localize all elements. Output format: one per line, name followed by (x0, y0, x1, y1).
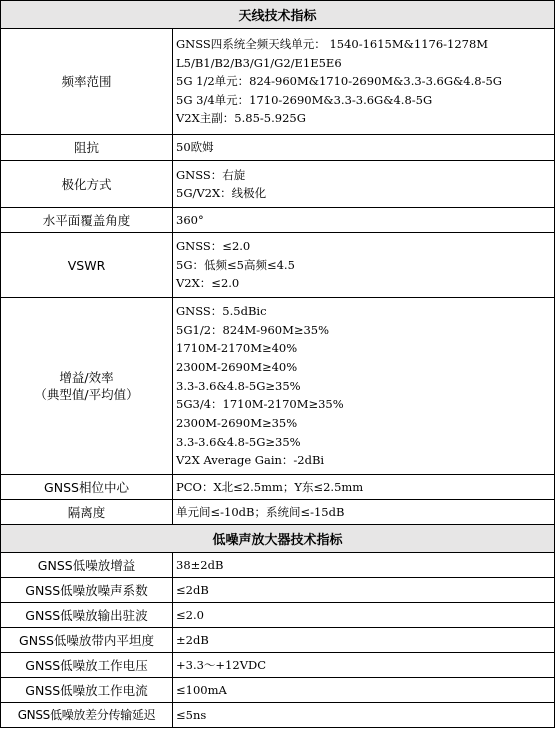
spec-value-coverage (173, 208, 555, 233)
spec-value-line: GNSS：≤2.0 (176, 239, 251, 254)
spec-value-line: V2X：≤2.0 (176, 276, 240, 291)
spec-label-text: 极化方式 (61, 176, 112, 192)
spec-value-line: 5G 3/4单元：1710-2690M&3.3-3.6G&4.8-5G (176, 92, 433, 107)
spec-value-line: 单元间≤-10dB；系统间≤-15dB (176, 504, 345, 519)
spec-label-frequency (1, 29, 173, 135)
spec-value-frequency (173, 29, 555, 135)
spec-row-lna-gain (1, 553, 555, 578)
antenna-section-title: 天线技术指标 (1, 1, 555, 29)
spec-row-coverage (1, 208, 555, 233)
spec-value-line: V2X主副：5.85-5.925G (176, 111, 306, 126)
spec-value-line: GNSS：5.5dBic (176, 303, 267, 318)
spec-label-text: GNSS低噪放工作电压 (25, 657, 148, 673)
spec-value-line: 38±2dB (176, 557, 224, 572)
spec-label-lna-noise (1, 578, 173, 603)
spec-value-line: 5G/V2X：线极化 (176, 186, 267, 200)
spec-label-text: GNSS低噪放输出驻波 (25, 607, 148, 623)
spec-value-line: 5G：低频≤5高频≤4.5 (176, 257, 295, 272)
spec-value-impedance (173, 135, 555, 161)
spec-label-impedance (1, 135, 173, 161)
spec-value-line: 2300M-2690M≥40% (176, 359, 298, 374)
spec-label-text: 隔离度 (67, 504, 106, 520)
spec-row-polarization (1, 161, 555, 208)
spec-value-line: 1710M-2170M≥40% (176, 341, 298, 356)
spec-label-isolation (1, 500, 173, 525)
spec-label-text: 阻抗 (73, 140, 99, 155)
spec-label-lna-gain (1, 553, 173, 578)
spec-value-line: 360° (176, 212, 204, 227)
spec-value-line: 50欧姆 (176, 140, 214, 155)
spec-value-line: ≤100mA (176, 682, 227, 697)
spec-value-line: ≤5ns (176, 707, 207, 722)
spec-value-lna-vswr (173, 603, 555, 628)
spec-label-lna-flatness (1, 628, 173, 653)
spec-value-vswr (173, 233, 555, 298)
spec-label-text: GNSS低噪放差分传输延迟 (17, 707, 156, 722)
spec-label-text: 水平面覆盖角度 (42, 212, 131, 228)
spec-row-vswr (1, 233, 555, 298)
spec-label-text: 增益/效率 (59, 370, 114, 385)
spec-value-line: ≤2dB (176, 582, 209, 597)
lna-section-title: 低噪声放大器技术指标 (1, 525, 555, 553)
spec-row-lna-delay (1, 703, 555, 728)
spec-row-impedance (1, 135, 555, 161)
spec-value-lna-delay (173, 703, 555, 728)
spec-label-text: GNSS低噪放噪声系数 (25, 582, 148, 598)
spec-row-lna-current (1, 678, 555, 703)
spec-value-line: PCO：X北≤2.5mm；Y东≤2.5mm (176, 479, 364, 494)
spec-label-phase-center (1, 475, 173, 500)
spec-label-gain (1, 298, 173, 475)
spec-label-vswr (1, 233, 173, 298)
spec-value-lna-gain (173, 553, 555, 578)
spec-row-lna-vswr (1, 603, 555, 628)
spec-value-line: L5/B1/B2/B3/G1/G2/E1E5E6 (176, 55, 342, 70)
spec-row-phase-center (1, 475, 555, 500)
spec-value-lna-current (173, 678, 555, 703)
spec-label-text: VSWR (67, 257, 106, 273)
spec-label-lna-delay (1, 703, 173, 728)
spec-value-lna-voltage (173, 653, 555, 678)
spec-label-coverage (1, 208, 173, 233)
spec-value-line: GNSS：右旋 (176, 167, 246, 182)
spec-value-line: 5G1/2：824M-960M≥35% (176, 322, 330, 337)
spec-value-line: +3.3～+12VDC (176, 657, 267, 672)
spec-row-lna-noise (1, 578, 555, 603)
spec-label-text: （典型值/平均值） (34, 387, 139, 402)
spec-label-lna-vswr (1, 603, 173, 628)
spec-value-gain (173, 298, 555, 475)
spec-value-line: ±2dB (176, 632, 209, 647)
spec-value-line: 3.3-3.6&4.8-5G≥35% (176, 434, 301, 449)
spec-label-lna-current (1, 678, 173, 703)
spec-value-line: 5G 1/2单元：824-960M&1710-2690M&3.3-3.6G&4.8-5G (176, 74, 502, 89)
spec-row-frequency (1, 29, 555, 135)
spec-label-text: GNSS相位中心 (44, 479, 129, 495)
spec-value-line: 3.3-3.6&4.8-5G≥35% (176, 378, 301, 393)
spec-label-polarization (1, 161, 173, 208)
spec-label-text: GNSS低噪放工作电流 (25, 682, 148, 698)
spec-value-line: 2300M-2690M≥35% (176, 416, 298, 431)
spec-value-isolation (173, 500, 555, 525)
spec-value-line: ≤2.0 (176, 607, 204, 622)
lna-section-header-row (1, 525, 555, 553)
spec-label-lna-voltage (1, 653, 173, 678)
spec-value-polarization (173, 161, 555, 208)
spec-value-lna-flatness (173, 628, 555, 653)
spec-label-text: GNSS低噪放增益 (37, 557, 136, 573)
spec-row-isolation (1, 500, 555, 525)
spec-value-line: GNSS四系统全频天线单元： 1540-1615M&1176-1278M (176, 37, 489, 52)
spec-row-lna-voltage (1, 653, 555, 678)
spec-row-gain (1, 298, 555, 475)
antenna-section-header-row (1, 1, 555, 29)
spec-value-lna-noise (173, 578, 555, 603)
spec-value-line: V2X Average Gain：-2dBi (176, 453, 325, 468)
spec-value-line: 5G3/4：1710M-2170M≥35% (176, 397, 344, 412)
spec-value-phase-center (173, 475, 555, 500)
spec-row-lna-flatness (1, 628, 555, 653)
spec-label-text: 频率范围 (61, 74, 112, 89)
spec-label-text: GNSS低噪放带内平坦度 (19, 632, 154, 648)
